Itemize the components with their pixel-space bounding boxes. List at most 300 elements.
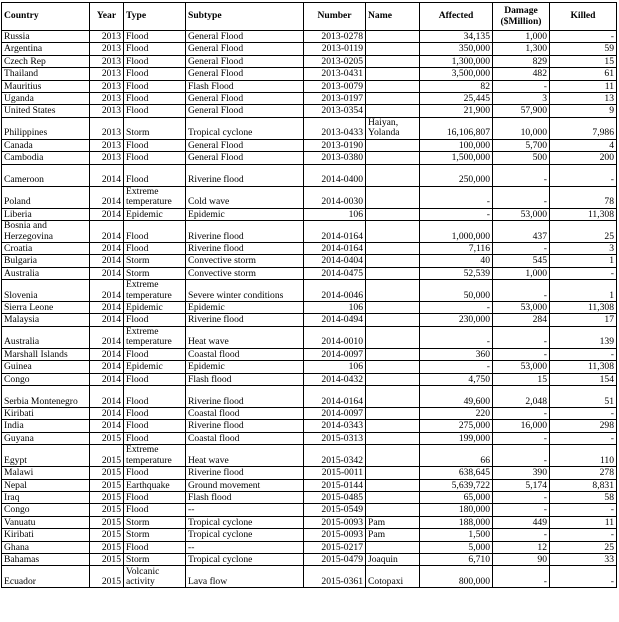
cell-killed: 25 — [550, 541, 617, 553]
cell-affected: 16,106,807 — [420, 117, 493, 139]
cell-country: Nepal — [2, 479, 90, 491]
cell-name: Haiyan, Yolanda — [366, 117, 420, 139]
cell-subtype: General Flood — [186, 92, 304, 104]
table-row — [2, 516, 617, 528]
cell-affected: 40 — [420, 255, 493, 267]
cell-year: 2014 — [90, 302, 124, 314]
cell-damage: 12 — [493, 541, 550, 553]
cell-subtype: Tropical cyclone — [186, 516, 304, 528]
table-row — [2, 348, 617, 360]
cell-country: Mauritius — [2, 80, 90, 92]
cell-subtype: General Flood — [186, 139, 304, 151]
cell-killed: 298 — [550, 420, 617, 432]
cell-year: 2015 — [90, 445, 124, 467]
cell-year: 2013 — [90, 68, 124, 80]
cell-number: 2014-0097 — [304, 408, 366, 420]
cell-year: 2014 — [90, 242, 124, 254]
cell-country: Croatia — [2, 242, 90, 254]
cell-number: 2013-0433 — [304, 117, 366, 139]
cell-number: 2013-0431 — [304, 68, 366, 80]
cell-type: Flood — [124, 491, 186, 503]
cell-year: 2013 — [90, 92, 124, 104]
cell-killed: 17 — [550, 314, 617, 326]
cell-damage: - — [493, 186, 550, 208]
table-row — [2, 420, 617, 432]
cell-affected: 5,000 — [420, 541, 493, 553]
cell-number: 2015-0549 — [304, 504, 366, 516]
table-row — [2, 31, 617, 43]
header-affected: Affected — [420, 3, 493, 31]
cell-damage: 390 — [493, 467, 550, 479]
cell-number: 2014-0343 — [304, 420, 366, 432]
cell-affected: - — [420, 326, 493, 348]
cell-subtype: Riverine flood — [186, 220, 304, 242]
cell-year: 2014 — [90, 348, 124, 360]
cell-name — [366, 467, 420, 479]
cell-name — [366, 31, 420, 43]
cell-damage: 284 — [493, 314, 550, 326]
cell-year: 2015 — [90, 529, 124, 541]
cell-number: 2014-0030 — [304, 186, 366, 208]
cell-subtype: -- — [186, 504, 304, 516]
table-row — [2, 326, 617, 348]
cell-killed: - — [550, 348, 617, 360]
cell-affected: 1,500,000 — [420, 152, 493, 164]
cell-name — [366, 491, 420, 503]
cell-affected: 49,600 — [420, 386, 493, 408]
cell-type: Extreme temperature — [124, 445, 186, 467]
cell-number: 2013-0205 — [304, 55, 366, 67]
cell-country: Sierra Leone — [2, 302, 90, 314]
cell-name — [366, 432, 420, 444]
cell-damage: 829 — [493, 55, 550, 67]
cell-damage: 500 — [493, 152, 550, 164]
cell-year: 2014 — [90, 373, 124, 385]
cell-affected: 220 — [420, 408, 493, 420]
cell-country: Argentina — [2, 43, 90, 55]
cell-killed: - — [550, 31, 617, 43]
cell-type: Flood — [124, 242, 186, 254]
cell-country: Guyana — [2, 432, 90, 444]
cell-damage: 16,000 — [493, 420, 550, 432]
table-row — [2, 242, 617, 254]
table-row — [2, 139, 617, 151]
cell-country: Uganda — [2, 92, 90, 104]
cell-affected: 1,300,000 — [420, 55, 493, 67]
table-row — [2, 186, 617, 208]
cell-year: 2014 — [90, 255, 124, 267]
cell-year: 2013 — [90, 139, 124, 151]
cell-affected: 199,000 — [420, 432, 493, 444]
cell-affected: 250,000 — [420, 164, 493, 186]
cell-damage: - — [493, 432, 550, 444]
disaster-table — [1, 2, 617, 588]
cell-country: Ecuador — [2, 566, 90, 588]
cell-killed: 61 — [550, 68, 617, 80]
cell-damage: 5,174 — [493, 479, 550, 491]
cell-type: Flood — [124, 408, 186, 420]
cell-type: Storm — [124, 267, 186, 279]
header-subtype: Subtype — [186, 3, 304, 31]
cell-country: Czech Rep — [2, 55, 90, 67]
cell-country: Thailand — [2, 68, 90, 80]
cell-number: 2014-0164 — [304, 220, 366, 242]
cell-subtype: Riverine flood — [186, 164, 304, 186]
cell-affected: 21,900 — [420, 105, 493, 117]
table-row — [2, 208, 617, 220]
cell-number: 2015-0313 — [304, 432, 366, 444]
cell-subtype: Convective storm — [186, 255, 304, 267]
cell-year: 2015 — [90, 553, 124, 565]
cell-number: 2015-0342 — [304, 445, 366, 467]
cell-year: 2013 — [90, 117, 124, 139]
cell-name — [366, 361, 420, 373]
table-row — [2, 504, 617, 516]
cell-subtype: General Flood — [186, 43, 304, 55]
cell-number: 2013-0354 — [304, 105, 366, 117]
cell-country: Australia — [2, 267, 90, 279]
cell-damage: 90 — [493, 553, 550, 565]
table-row — [2, 220, 617, 242]
cell-type: Flood — [124, 220, 186, 242]
table-row — [2, 479, 617, 491]
cell-subtype: Flash flood — [186, 373, 304, 385]
cell-subtype: -- — [186, 541, 304, 553]
table-row — [2, 314, 617, 326]
cell-damage: - — [493, 566, 550, 588]
table-row — [2, 105, 617, 117]
cell-type: Flood — [124, 541, 186, 553]
cell-damage: 15 — [493, 373, 550, 385]
cell-subtype: Tropical cyclone — [186, 553, 304, 565]
table-row — [2, 361, 617, 373]
cell-killed: 25 — [550, 220, 617, 242]
cell-damage: 437 — [493, 220, 550, 242]
cell-killed: 11,308 — [550, 302, 617, 314]
cell-country: Russia — [2, 31, 90, 43]
cell-number: 2013-0197 — [304, 92, 366, 104]
cell-killed: 139 — [550, 326, 617, 348]
cell-subtype: General Flood — [186, 31, 304, 43]
cell-damage: 10,000 — [493, 117, 550, 139]
cell-year: 2014 — [90, 164, 124, 186]
cell-killed: - — [550, 432, 617, 444]
cell-number: 2014-0432 — [304, 373, 366, 385]
table-row — [2, 164, 617, 186]
cell-type: Flood — [124, 467, 186, 479]
cell-name: Pam — [366, 516, 420, 528]
cell-affected: 3,500,000 — [420, 68, 493, 80]
cell-damage: 1,000 — [493, 267, 550, 279]
cell-affected: 350,000 — [420, 43, 493, 55]
cell-number: 106 — [304, 361, 366, 373]
cell-country: India — [2, 420, 90, 432]
cell-affected: 230,000 — [420, 314, 493, 326]
cell-year: 2014 — [90, 208, 124, 220]
cell-year: 2014 — [90, 420, 124, 432]
table-row — [2, 373, 617, 385]
table-row — [2, 267, 617, 279]
cell-name — [366, 348, 420, 360]
cell-damage: - — [493, 164, 550, 186]
cell-damage: - — [493, 408, 550, 420]
cell-name — [366, 445, 420, 467]
cell-type: Flood — [124, 432, 186, 444]
cell-affected: - — [420, 186, 493, 208]
cell-year: 2014 — [90, 280, 124, 302]
table-row — [2, 152, 617, 164]
cell-country: Australia — [2, 326, 90, 348]
table-row — [2, 80, 617, 92]
cell-year: 2015 — [90, 504, 124, 516]
cell-number: 2014-0097 — [304, 348, 366, 360]
cell-type: Flood — [124, 348, 186, 360]
cell-type: Flood — [124, 373, 186, 385]
cell-subtype: Epidemic — [186, 302, 304, 314]
table-row — [2, 432, 617, 444]
cell-damage: 5,700 — [493, 139, 550, 151]
cell-country: Vanuatu — [2, 516, 90, 528]
cell-affected: 275,000 — [420, 420, 493, 432]
cell-damage: - — [493, 348, 550, 360]
cell-year: 2014 — [90, 186, 124, 208]
cell-affected: 7,116 — [420, 242, 493, 254]
cell-killed: 11 — [550, 516, 617, 528]
cell-killed: - — [550, 504, 617, 516]
cell-name: Cotopaxi — [366, 566, 420, 588]
cell-name: Joaquin — [366, 553, 420, 565]
header-damage: Damage ($Million) — [493, 3, 550, 31]
cell-name — [366, 420, 420, 432]
cell-number: 2015-0093 — [304, 516, 366, 528]
cell-name — [366, 80, 420, 92]
cell-subtype: Coastal flood — [186, 432, 304, 444]
cell-type: Storm — [124, 255, 186, 267]
cell-subtype: Severe winter conditions — [186, 280, 304, 302]
cell-number: 2013-0119 — [304, 43, 366, 55]
table-row — [2, 445, 617, 467]
cell-damage: 53,000 — [493, 361, 550, 373]
cell-subtype: Ground movement — [186, 479, 304, 491]
cell-killed: - — [550, 408, 617, 420]
cell-affected: 100,000 — [420, 139, 493, 151]
cell-damage: - — [493, 326, 550, 348]
cell-name — [366, 220, 420, 242]
cell-number: 2013-0380 — [304, 152, 366, 164]
cell-number: 106 — [304, 208, 366, 220]
cell-type: Extreme temperature — [124, 280, 186, 302]
cell-number: 2015-0011 — [304, 467, 366, 479]
cell-year: 2015 — [90, 516, 124, 528]
cell-name — [366, 186, 420, 208]
cell-subtype: Convective storm — [186, 267, 304, 279]
cell-country: Congo — [2, 373, 90, 385]
cell-subtype: Cold wave — [186, 186, 304, 208]
cell-subtype: Riverine flood — [186, 467, 304, 479]
cell-name — [366, 541, 420, 553]
cell-country: Bulgaria — [2, 255, 90, 267]
cell-year: 2013 — [90, 55, 124, 67]
cell-year: 2015 — [90, 479, 124, 491]
cell-affected: - — [420, 208, 493, 220]
cell-type: Flood — [124, 386, 186, 408]
cell-year: 2015 — [90, 541, 124, 553]
cell-type: Flood — [124, 105, 186, 117]
cell-year: 2014 — [90, 314, 124, 326]
cell-killed: 11,308 — [550, 361, 617, 373]
cell-country: Egypt — [2, 445, 90, 467]
cell-killed: 9 — [550, 105, 617, 117]
cell-name — [366, 68, 420, 80]
table-row — [2, 408, 617, 420]
cell-country: Liberia — [2, 208, 90, 220]
header-killed: Killed — [550, 3, 617, 31]
cell-year: 2015 — [90, 432, 124, 444]
cell-type: Flood — [124, 92, 186, 104]
cell-number: 2014-0494 — [304, 314, 366, 326]
cell-subtype: Coastal flood — [186, 348, 304, 360]
cell-name — [366, 504, 420, 516]
cell-number: 2014-0164 — [304, 386, 366, 408]
cell-country: Guinea — [2, 361, 90, 373]
cell-killed: - — [550, 267, 617, 279]
table-row — [2, 117, 617, 139]
cell-type: Earthquake — [124, 479, 186, 491]
cell-type: Flood — [124, 164, 186, 186]
cell-country: Bahamas — [2, 553, 90, 565]
table-body — [2, 31, 617, 588]
cell-year: 2014 — [90, 408, 124, 420]
cell-subtype: Riverine flood — [186, 386, 304, 408]
cell-number: 2014-0010 — [304, 326, 366, 348]
cell-year: 2013 — [90, 152, 124, 164]
cell-number: 2014-0046 — [304, 280, 366, 302]
cell-type: Flood — [124, 31, 186, 43]
cell-damage: - — [493, 242, 550, 254]
cell-name — [366, 43, 420, 55]
table-row — [2, 255, 617, 267]
cell-damage: - — [493, 280, 550, 302]
cell-killed: 58 — [550, 491, 617, 503]
cell-number: 2014-0475 — [304, 267, 366, 279]
cell-damage: 1,000 — [493, 31, 550, 43]
cell-year: 2014 — [90, 326, 124, 348]
cell-year: 2013 — [90, 31, 124, 43]
cell-name — [366, 408, 420, 420]
cell-killed: 154 — [550, 373, 617, 385]
cell-country: Bosnia and Herzegovina — [2, 220, 90, 242]
cell-name — [366, 242, 420, 254]
cell-damage: - — [493, 529, 550, 541]
cell-affected: 25,445 — [420, 92, 493, 104]
table-row — [2, 491, 617, 503]
cell-number: 2015-0093 — [304, 529, 366, 541]
table-row — [2, 43, 617, 55]
cell-killed: 110 — [550, 445, 617, 467]
cell-killed: - — [550, 529, 617, 541]
cell-type: Flood — [124, 68, 186, 80]
cell-affected: - — [420, 302, 493, 314]
cell-damage: 449 — [493, 516, 550, 528]
cell-name — [366, 479, 420, 491]
cell-name — [366, 280, 420, 302]
cell-country: Cambodia — [2, 152, 90, 164]
cell-number: 2015-0361 — [304, 566, 366, 588]
table-row — [2, 92, 617, 104]
cell-affected: 4,750 — [420, 373, 493, 385]
cell-type: Flood — [124, 139, 186, 151]
table-row — [2, 55, 617, 67]
cell-type: Storm — [124, 516, 186, 528]
cell-damage: 1,300 — [493, 43, 550, 55]
cell-subtype: Flash flood — [186, 491, 304, 503]
cell-affected: 638,645 — [420, 467, 493, 479]
cell-affected: 34,135 — [420, 31, 493, 43]
cell-damage: 2,048 — [493, 386, 550, 408]
table-row — [2, 68, 617, 80]
cell-affected: 188,000 — [420, 516, 493, 528]
cell-affected: 82 — [420, 80, 493, 92]
cell-subtype: Epidemic — [186, 208, 304, 220]
cell-damage: - — [493, 491, 550, 503]
cell-damage: 545 — [493, 255, 550, 267]
cell-damage: - — [493, 504, 550, 516]
cell-number: 2013-0190 — [304, 139, 366, 151]
cell-type: Storm — [124, 529, 186, 541]
cell-damage: - — [493, 445, 550, 467]
cell-country: Poland — [2, 186, 90, 208]
cell-subtype: Epidemic — [186, 361, 304, 373]
cell-damage: 57,900 — [493, 105, 550, 117]
cell-subtype: Riverine flood — [186, 242, 304, 254]
cell-number: 2015-0485 — [304, 491, 366, 503]
cell-year: 2014 — [90, 386, 124, 408]
cell-subtype: Riverine flood — [186, 314, 304, 326]
table-row — [2, 541, 617, 553]
cell-country: Marshall Islands — [2, 348, 90, 360]
cell-affected: 800,000 — [420, 566, 493, 588]
header-name: Name — [366, 3, 420, 31]
cell-affected: 180,000 — [420, 504, 493, 516]
cell-damage: 53,000 — [493, 302, 550, 314]
header-type: Type — [124, 3, 186, 31]
cell-type: Epidemic — [124, 208, 186, 220]
cell-subtype: General Flood — [186, 105, 304, 117]
cell-affected: 66 — [420, 445, 493, 467]
cell-type: Flood — [124, 80, 186, 92]
cell-number: 106 — [304, 302, 366, 314]
cell-type: Epidemic — [124, 302, 186, 314]
cell-affected: 6,710 — [420, 553, 493, 565]
table-row — [2, 553, 617, 565]
cell-type: Extreme temperature — [124, 186, 186, 208]
cell-number: 2015-0144 — [304, 479, 366, 491]
cell-year: 2015 — [90, 566, 124, 588]
cell-killed: 200 — [550, 152, 617, 164]
cell-number: 2014-0164 — [304, 242, 366, 254]
cell-name — [366, 164, 420, 186]
cell-killed: 51 — [550, 386, 617, 408]
cell-killed: 11 — [550, 80, 617, 92]
cell-country: Congo — [2, 504, 90, 516]
cell-damage: - — [493, 80, 550, 92]
cell-country: Kiribati — [2, 529, 90, 541]
table-row — [2, 280, 617, 302]
cell-type: Epidemic — [124, 361, 186, 373]
cell-name — [366, 267, 420, 279]
cell-country: Serbia Montenegro — [2, 386, 90, 408]
cell-country: Iraq — [2, 491, 90, 503]
